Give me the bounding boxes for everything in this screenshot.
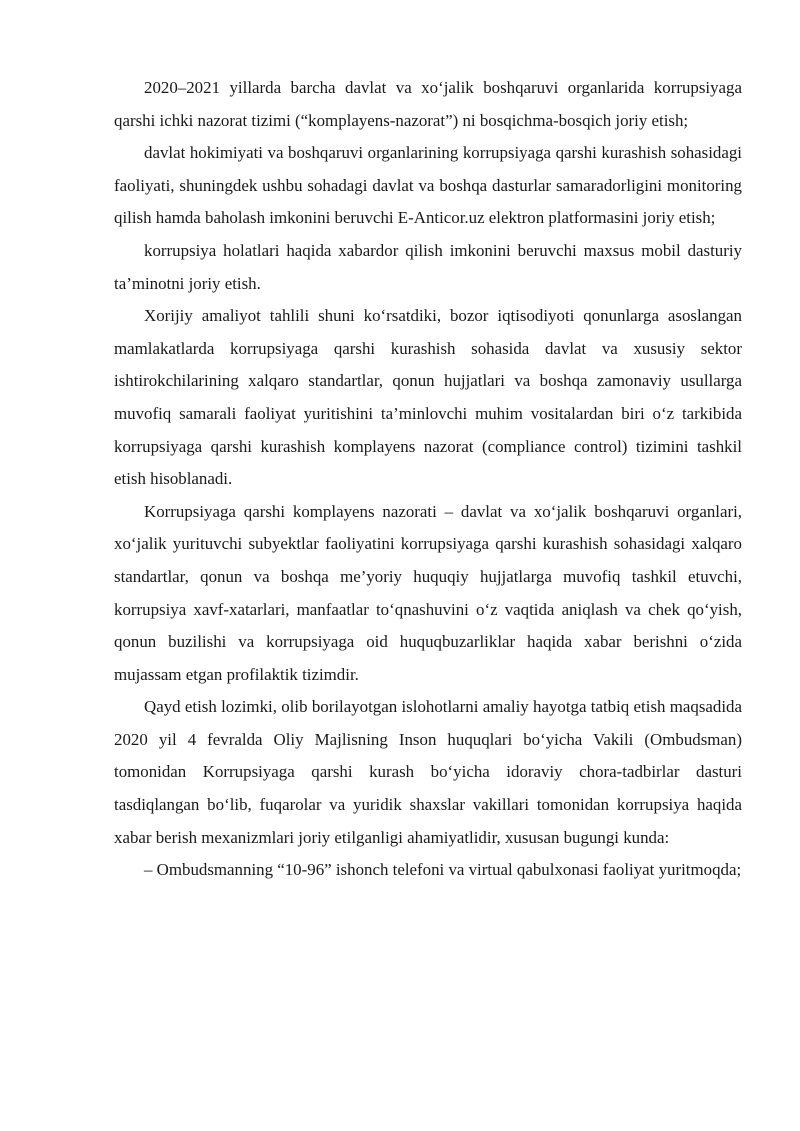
- paragraph-hotline-item: – Ombudsmanning “10-96” ishonch telefoni va virtual qabulxonasi faoliyat yuritmoqda;: [144, 860, 742, 880]
- document-page: [114, 72, 742, 887]
- paragraph-foreign-practice: Xorijiy amaliyot tahlili shuni ko‘rsatdiki, bozor iqtisodiyoti qonunlarga asoslangan mamlakatlarda korrupsiyaga qarshi kurashish sohasida davlat va xususiy sektor ishtirokchilarining xalqaro standartlar, qonun hujjatlari va boshqa zamonaviy usullarga muvofiq samarali faoliyat yuritishini ta’minlovchi muhim vositalardan biri o‘z tarkibida korrupsiyaga qarshi kurashish komplayens nazorat (compliance control) tizimini tashkil etish hisoblanadi.: [114, 306, 742, 489]
- paragraph-mobile-app: korrupsiya holatlari haqida xabardor qilish imkonini beruvchi maxsus mobil dasturiy ta’minotni joriy etish.: [114, 240, 742, 293]
- paragraph-komplayens-intro: 2020–2021 yillarda barcha davlat va xo‘jalik boshqaruvi organlarida korrupsiyaga qarshi ichki nazorat tizimi (“komplayens-nazorat”) ni bosqichma-bosqich joriy etish;: [114, 78, 742, 130]
- paragraph-compliance-definition: Korrupsiyaga qarshi komplayens nazorati – davlat va xo‘jalik boshqaruvi organlari, xo‘jalik yurituvchi subyektlar faoliyatini korrupsiyaga qarshi kurashish sohasidagi xalqaro standartlar, qonun va boshqa me’yoriy huquqiy hujjatlarga muvofiq tashkil etuvchi, korrupsiya xavf-xatarlari, manfaatlar to‘qnashuvini o‘z vaqtida aniqlash va chek qo‘yish, qonun buzilishi va korrupsiyaga oid huquqbuzarliklar haqida xabar berishni o‘zida mujassam etgan profilaktik tizimdir.: [114, 501, 742, 684]
- paragraph-ombudsman-program: Qayd etish lozimki, olib borilayotgan islohotlarni amaliy hayotga tatbiq etish maqsadida 2020 yil 4 fevralda Oliy Majlisning Inson huquqlari bo‘yicha Vakili (Ombudsman) tomonidan Korrupsiyaga qarshi kurash bo‘yicha idoraviy chora-tadbirlar dasturi tasdiqlangan bo‘lib, fuqarolar va yuridik shaxslar vakillari tomonidan korrupsiya haqida xabar berish mexanizmlari joriy etilganligi ahamiyatlidir, xususan bugungi kunda:: [114, 697, 742, 847]
- paragraph-e-anticor-platform: davlat hokimiyati va boshqaruvi organlarining korrupsiyaga qarshi kurashish sohasidagi faoliyati, shuningdek ushbu sohadagi davlat va boshqa dasturlar samaradorligini monitoring qilish hamda baholash imkonini beruvchi E-Anticor.uz elektron platformasini joriy etish;: [114, 143, 742, 228]
